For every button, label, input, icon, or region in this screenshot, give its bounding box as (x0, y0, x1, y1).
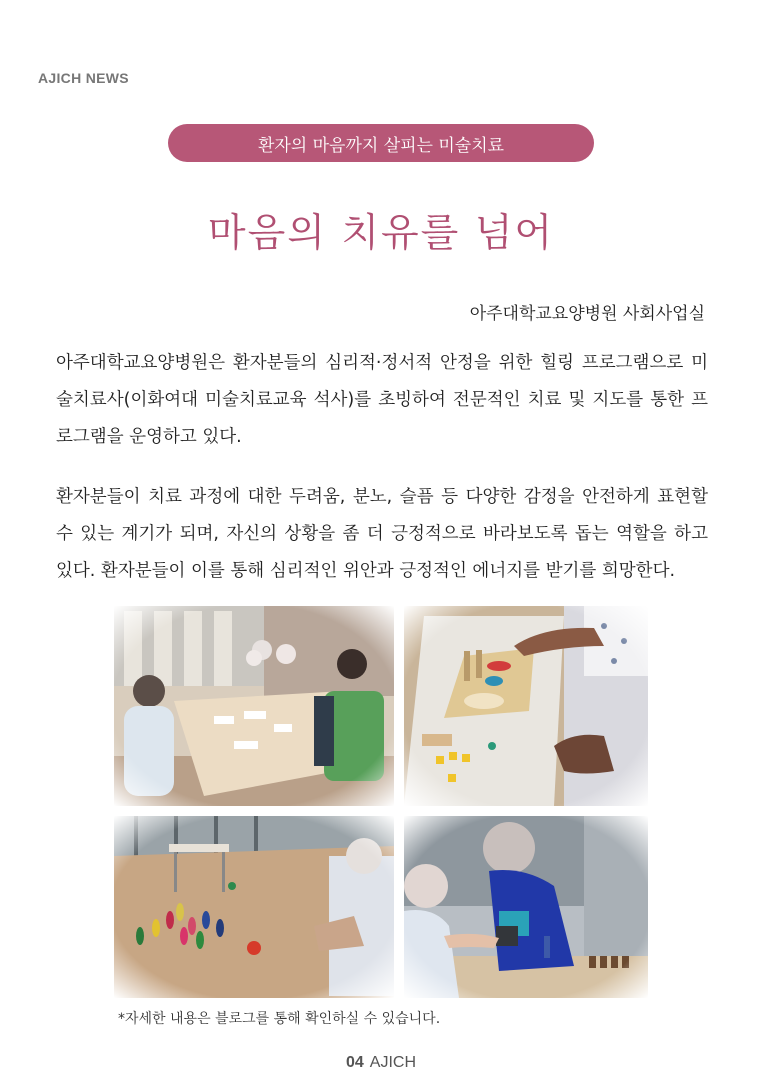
group-art-session-photo (114, 606, 394, 806)
section-label-pill (168, 124, 594, 162)
article-byline: 아주대학교요양병원 사회사업실 (469, 304, 705, 324)
footer-brand: AJICH (369, 1054, 417, 1071)
page-footer (0, 1054, 762, 1072)
body-paragraph-1: 아주대학교요양병원은 환자분들의 심리적·정서적 안정을 위한 힐링 프로그램으로 미술치료사(이화여대 미술치료교육 석사)를 초빙하여 전문적인 치료 및 지도를 통한 프로그램을 운영하고 있다. (56, 353, 708, 447)
body-paragraph-2: 환자분들이 치료 과정에 대한 두려움, 분노, 슬픔 등 다양한 감정을 안전하게 표현할 수 있는 계기가 되며, 자신의 상황을 좀 더 긍정적으로 바라보도록 돕는 역할을 하고 있다. 환자분들이 이를 통해 심리적인 위안과 긍정적인 에너지를 받기를 희망한다. (56, 487, 708, 581)
page-number: 04 (345, 1054, 364, 1071)
section-label-text: 환자의 마음까지 살피는 미술치료 (257, 135, 505, 156)
article-title: 마음의 치유를 넘어 (207, 211, 555, 256)
header-brand: AJICH NEWS (38, 70, 129, 86)
photo-grid (114, 606, 648, 998)
therapist-with-patient-photo (404, 816, 648, 998)
wooden-board-activity-photo (404, 606, 648, 806)
bowling-pins-activity-photo (114, 816, 394, 998)
photo-caption: *자세한 내용은 블로그를 통해 확인하실 수 있습니다. (118, 1011, 441, 1027)
